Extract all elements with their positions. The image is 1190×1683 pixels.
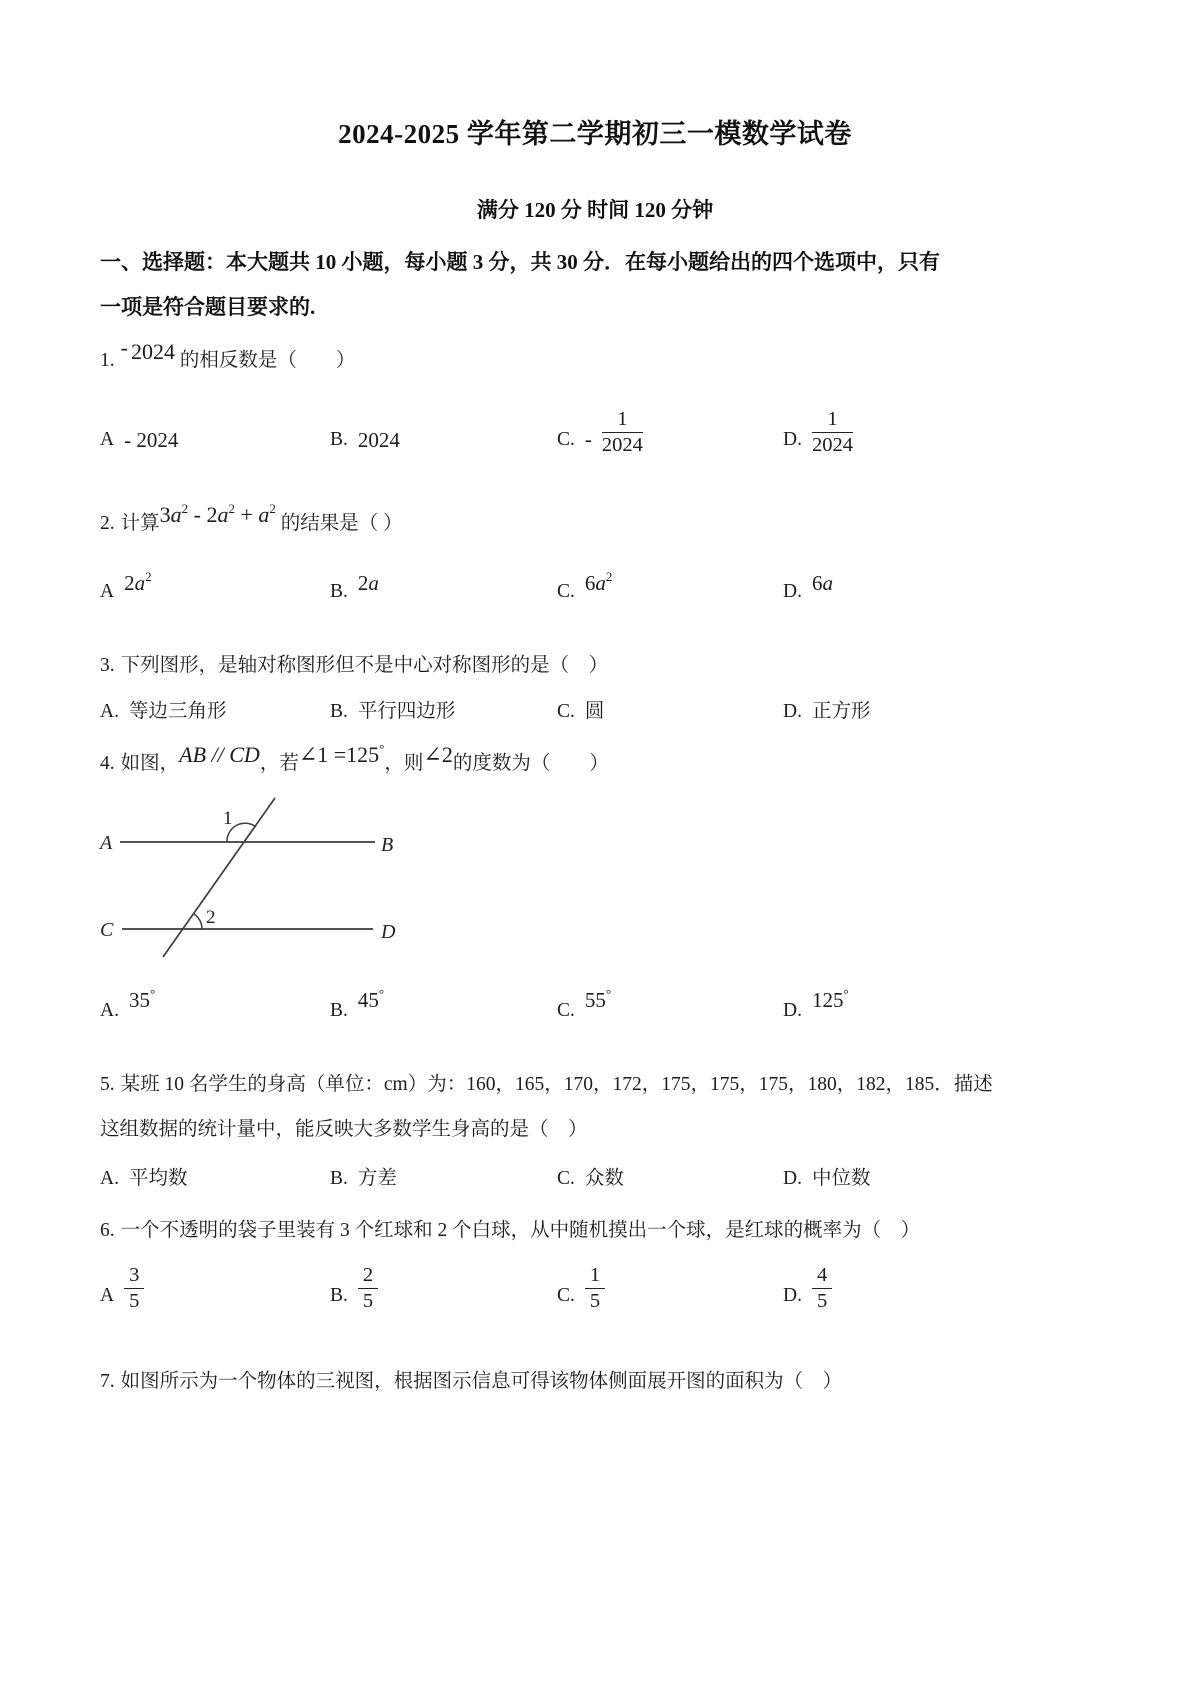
q1-option-c-label: C. (557, 428, 575, 450)
question-4-math-angle1: ∠1 =125° (298, 740, 385, 767)
q1-option-a (100, 423, 330, 457)
q3-option-d-value: 正方形 (811, 700, 871, 722)
q2-option-d (783, 570, 1090, 609)
question-2-math: $3a^2 - 2a^2 + a^2$ (159, 500, 276, 527)
figure-label-b: B (381, 833, 394, 856)
q4-option-c-label: C. (557, 999, 575, 1021)
question-3-stem (100, 649, 1090, 683)
question-4-options (100, 985, 1090, 1028)
q4-option-d-label: D. (783, 999, 802, 1021)
question-2-stem (100, 500, 1090, 541)
score-time-line: 满分 120 分 时间 120 分钟 (476, 198, 714, 222)
page-title: 2024-2025 学年第二学期初三一模数学试卷 (338, 119, 852, 149)
question-5-stem (100, 1062, 1090, 1152)
q3-option-c-label: C. (557, 700, 575, 722)
question-7-text: 如图所示为一个物体的三视图，根据图示信息可得该物体侧面展开图的面积为（ ） (120, 1370, 843, 1392)
q6-option-a-fraction: $\frac{3}{5}$ (124, 1264, 144, 1313)
q1-option-a-label: A (100, 428, 115, 450)
section-heading-line2: 一项是符合题目要求的. (100, 295, 316, 319)
q4-option-c (557, 985, 783, 1028)
q4-option-a-value: 35° (128, 985, 156, 1012)
q3-option-b-value: 平行四边形 (357, 700, 456, 722)
q4-option-a (100, 985, 330, 1028)
question-4-number: 4. (100, 752, 115, 774)
q5-option-b (330, 1162, 557, 1196)
transversal-line (163, 798, 275, 957)
question-5-line2: 这组数据的统计量中，能反映大多数学生身高的是（ ） (100, 1118, 588, 1140)
q1-option-d (783, 408, 1090, 457)
q5-option-b-value: 方差 (357, 1167, 397, 1189)
q2-option-d-label: D. (783, 580, 802, 602)
q3-option-c-value: 圆 (584, 700, 605, 722)
question-2-text: 的结果是（ ） (280, 512, 403, 534)
parallel-lines-diagram (98, 793, 408, 965)
question-2-number: 2. (100, 512, 115, 534)
q2-option-b-value: 2a (357, 570, 379, 595)
question-3-text: 下列图形，是轴对称图形但不是中心对称图形的是（ ） (120, 654, 609, 676)
question-4-figure (98, 793, 1090, 970)
q1-option-a-value: - 2024 (124, 427, 179, 452)
q2-option-d-value: 6a (811, 570, 833, 595)
figure-label-a: A (100, 831, 113, 854)
question-1-text: 的相反数是（ ） (179, 350, 356, 371)
q4-option-b-value: 45° (357, 985, 385, 1012)
q4-option-d-value: 125° (811, 985, 849, 1012)
q2-option-b (330, 570, 557, 609)
q5-option-c-value: 众数 (584, 1167, 624, 1189)
question-4-text4: 的度数为（ ） (452, 752, 609, 774)
q3-option-a-value: 等边三角形 (128, 700, 227, 722)
q5-option-d-label: D. (783, 1167, 802, 1189)
q4-option-b-label: B. (330, 999, 348, 1021)
section-heading (100, 240, 1090, 330)
question-6-number: 6. (100, 1219, 115, 1241)
q4-option-b (330, 985, 557, 1028)
question-7-stem (100, 1365, 1090, 1399)
figure-label-d: D (381, 920, 396, 943)
q2-option-c (557, 568, 783, 609)
q6-option-c-fraction: $\frac{1}{5}$ (585, 1264, 605, 1313)
figure-angle-2-label: 2 (206, 906, 216, 928)
section-heading-line1: 一、选择题：本大题共 10 小题，每小题 3 分，共 30 分．在每小题给出的四个选项中，只有 (100, 250, 940, 274)
question-4-math-angle2: ∠2 (423, 741, 453, 767)
q6-option-b (330, 1264, 557, 1313)
q2-option-a-label: A (100, 580, 115, 602)
question-6-stem (100, 1214, 1090, 1248)
question-1-number: 1. (100, 350, 115, 371)
question-7-number: 7. (100, 1370, 115, 1392)
q4-option-a-label: A. (100, 999, 119, 1021)
angle-2-arc (194, 914, 202, 929)
figure-label-c: C (100, 918, 114, 941)
q1-option-d-label: D. (783, 428, 802, 450)
question-5-options (100, 1162, 1090, 1196)
question-5-line1: 5. 某班 10 名学生的身高（单位：cm）为：160，165，170，172，175，175，175，180，182，185．描述 (100, 1073, 993, 1095)
q3-option-b (330, 695, 557, 729)
q6-option-a (100, 1264, 330, 1313)
q6-option-c-label: C. (557, 1284, 575, 1306)
q3-option-a (100, 695, 330, 729)
q6-option-a-label: A (100, 1284, 115, 1306)
q6-option-d (783, 1264, 1090, 1313)
q5-option-b-label: B. (330, 1167, 348, 1189)
q5-option-d-value: 中位数 (811, 1167, 871, 1189)
q5-option-a-value: 平均数 (128, 1167, 188, 1189)
question-4-math-parallel: AB // CD (179, 741, 260, 767)
question-3-options (100, 695, 1090, 729)
q5-option-a (100, 1162, 330, 1196)
q1-option-c (557, 408, 783, 457)
q4-option-d (783, 985, 1090, 1028)
q2-option-c-label: C. (557, 580, 575, 602)
question-4-text2: ，若 (259, 752, 299, 774)
question-2-prefix: 计算 (120, 512, 160, 534)
q3-option-d-label: D. (783, 700, 802, 722)
q3-option-b-label: B. (330, 700, 348, 722)
q5-option-c-label: C. (557, 1167, 575, 1189)
figure-angle-1-label: 1 (223, 807, 233, 829)
q5-option-c (557, 1162, 783, 1196)
question-6-text: 一个不透明的袋子里装有 3 个红球和 2 个白球，从中随机摸出一个球，是红球的概率为（ ） (120, 1219, 921, 1241)
q1-option-c-minus: - (584, 427, 592, 452)
question-6-options (100, 1264, 1090, 1313)
question-5-number: 5. (100, 1073, 115, 1095)
q1-option-b-label: B. (330, 428, 348, 450)
question-1-math: - 2024 (120, 335, 175, 364)
q2-option-c-value: $6a^2$ (584, 568, 613, 595)
q1-option-b (330, 423, 557, 457)
question-4-text3: ，则 (384, 752, 424, 774)
question-2-options (100, 568, 1090, 609)
question-4-text1: 如图， (120, 752, 180, 774)
q1-option-b-value: 2024 (357, 427, 400, 452)
q6-option-c (557, 1264, 783, 1313)
question-1-stem (100, 335, 1090, 378)
q6-option-d-label: D. (783, 1284, 802, 1306)
q6-option-d-fraction: $\frac{4}{5}$ (812, 1264, 832, 1313)
q2-option-a (100, 568, 330, 609)
q4-option-c-value: 55° (584, 985, 612, 1012)
q3-option-d (783, 695, 1090, 729)
q1-option-c-fraction: $\frac{1}{2024}$ (601, 408, 643, 456)
q2-option-b-label: B. (330, 580, 348, 602)
q2-option-a-value: $2a^2$ (124, 568, 152, 595)
q1-option-d-fraction: $\frac{1}{2024}$ (811, 408, 853, 456)
q3-option-a-label: A. (100, 700, 119, 722)
q6-option-b-fraction: $\frac{2}{5}$ (358, 1264, 378, 1313)
question-3-number: 3. (100, 654, 115, 676)
q3-option-c (557, 695, 783, 729)
q5-option-a-label: A. (100, 1167, 119, 1189)
q6-option-b-label: B. (330, 1284, 348, 1306)
q5-option-d (783, 1162, 1090, 1196)
question-4-stem (100, 740, 1090, 781)
question-1-options (100, 408, 1090, 457)
